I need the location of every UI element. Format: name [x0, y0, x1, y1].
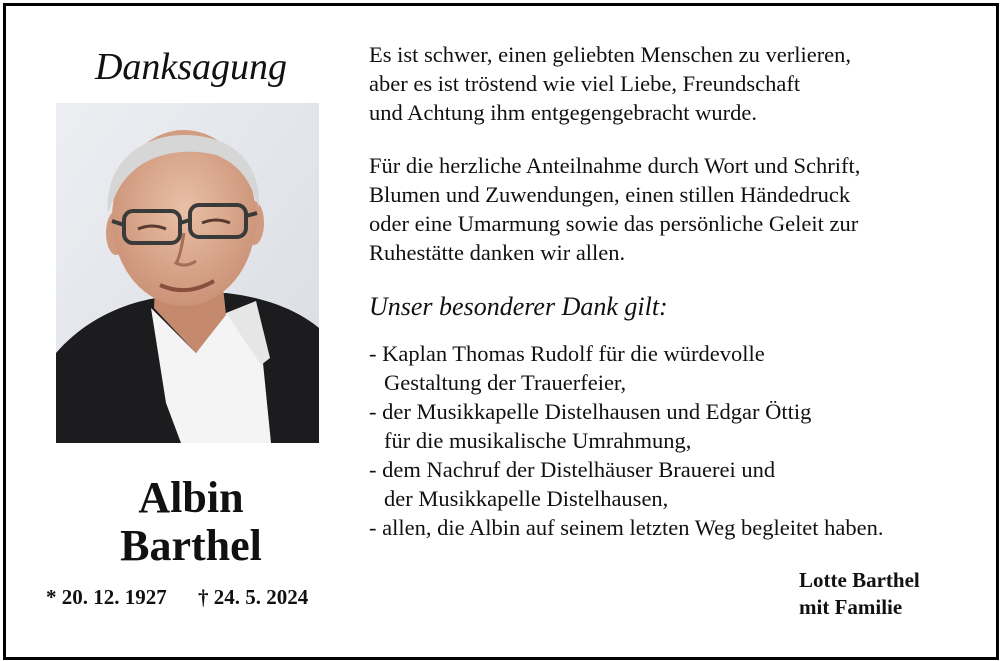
- paragraph-line: Es ist schwer, einen geliebten Menschen zu verlieren,: [369, 42, 852, 67]
- list-item-continuation: Gestaltung der Trauerfeier,: [384, 370, 627, 395]
- list-item: - Kaplan Thomas Rudolf für die würdevolle: [369, 341, 765, 366]
- obituary-card: [3, 3, 999, 660]
- first-name: Albin: [138, 473, 244, 522]
- paragraph-line: aber es ist tröstend wie viel Liebe, Freundschaft: [369, 71, 801, 96]
- heading-danksagung: Danksagung: [94, 46, 288, 88]
- special-thanks-heading: Unser besonderer Dank gilt:: [369, 292, 668, 321]
- paragraph-line: Ruhestätte danken wir allen.: [369, 240, 626, 265]
- portrait-photo: [56, 103, 319, 443]
- list-item: - der Musikkapelle Distelhausen und Edgar Öttig: [369, 399, 812, 424]
- paragraph-1: [369, 40, 851, 127]
- paragraph-2: [369, 151, 860, 267]
- paragraph-line: oder eine Umarmung sowie das persönliche Geleit zur: [369, 211, 859, 236]
- last-name: Barthel: [120, 521, 262, 570]
- paragraph-line: Blumen und Zuwendungen, einen stillen Händedruck: [369, 182, 851, 207]
- signature-name: Lotte Barthel: [799, 568, 920, 592]
- birth-date: * 20. 12. 1927: [46, 585, 167, 609]
- paragraph-line: Für die herzliche Anteilnahme durch Wort und Schrift,: [369, 153, 861, 178]
- list-item: - allen, die Albin auf seinem letzten Weg begleitet haben.: [369, 515, 884, 540]
- list-item-continuation: für die musikalische Umrahmung,: [384, 428, 692, 453]
- thanks-list: [369, 339, 883, 542]
- deceased-name: [56, 474, 326, 570]
- death-date: † 24. 5. 2024: [198, 585, 309, 609]
- paragraph-line: und Achtung ihm entgegengebracht wurde.: [369, 100, 758, 125]
- list-item-continuation: der Musikkapelle Distelhausen,: [384, 486, 669, 511]
- list-item: - dem Nachruf der Distelhäuser Brauerei und: [369, 457, 776, 482]
- signature-family: mit Familie: [799, 595, 903, 619]
- signature: [799, 567, 920, 621]
- life-dates: [46, 584, 346, 610]
